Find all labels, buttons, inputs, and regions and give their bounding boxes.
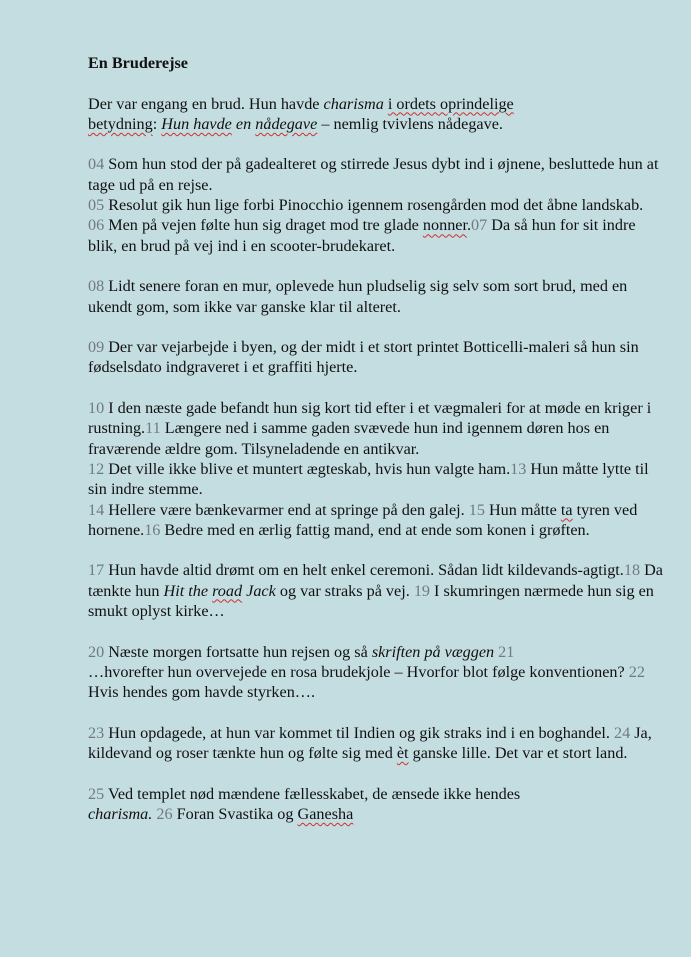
text: Hun opdagede, at hun var kommet til Indien og gik straks ind i en boghandel. xyxy=(104,723,614,742)
verse-number: 23 xyxy=(88,723,105,742)
text: I skumringen nærmede hun sig en smukt oplyst kirke… xyxy=(88,581,654,621)
verse-number: 13 xyxy=(510,459,527,478)
verse-number: 24 xyxy=(614,723,631,742)
paragraph-04 xyxy=(88,154,663,255)
verse-number: 15 xyxy=(468,500,485,519)
verse-number: 08 xyxy=(88,277,105,296)
verse-number: 21 xyxy=(498,642,515,661)
text: Som hun stod der på gadealteret og stirrede Jesus dybt ind i øjnene, besluttede hun at tage ud på en rejse. xyxy=(88,155,659,194)
text: Men på vejen følte hun sig draget mod tre glade xyxy=(104,216,423,235)
verse-number: 22 xyxy=(628,662,645,681)
verse-number: 10 xyxy=(88,399,105,418)
text: Der var vejarbejde i byen, og der midt i et stort printet Botticelli-maleri så hun sin fødselsdato indgraveret i et graffiti hjerte. xyxy=(88,338,639,377)
paragraph-17 xyxy=(88,560,663,621)
paragraph-10 xyxy=(88,398,663,540)
verse-number: 05 xyxy=(88,196,105,215)
spellcheck-word: i ordets oprindelige xyxy=(387,94,514,113)
italic-text: en xyxy=(231,114,256,133)
text: Hun måtte xyxy=(484,500,561,519)
text: Hun måtte lytte til sin indre stemme. xyxy=(88,459,649,499)
document-body xyxy=(88,53,663,824)
italic-text: Hit the xyxy=(163,581,213,600)
spellcheck-word: ta xyxy=(560,500,573,519)
italic-text: Jack xyxy=(242,581,276,600)
text: Ved templet nød mændene fællesskabet, de ænsede ikke hendes xyxy=(104,784,521,803)
verse-number: 17 xyxy=(88,561,105,580)
spellcheck-word: nonner xyxy=(422,216,467,235)
paragraph-09 xyxy=(88,337,663,378)
text: Næste morgen fortsatte hun rejsen og så xyxy=(104,642,372,661)
italic-text: charisma xyxy=(323,94,384,113)
verse-number: 19 xyxy=(413,581,430,600)
verse-number: 16 xyxy=(144,520,161,539)
intro-paragraph xyxy=(88,94,663,135)
paragraph-08 xyxy=(88,276,663,317)
text: …hvorefter hun overvejede en rosa brudekjole – Hvorfor blot følge konventionen? xyxy=(88,662,629,681)
verse-number: 09 xyxy=(88,338,105,357)
spellcheck-word: betydning xyxy=(88,114,153,133)
paragraph-25 xyxy=(88,784,663,825)
spellcheck-word: Ganesha xyxy=(297,804,354,823)
italic-text: charisma. xyxy=(88,804,153,823)
spellcheck-word: èt xyxy=(396,744,409,763)
italic-spellcheck-word: nådegave xyxy=(255,114,318,133)
verse-number: 06 xyxy=(88,216,105,235)
text: Resolut gik hun lige forbi Pinocchio igennem rosengården mod det åbne landskab. xyxy=(104,196,644,215)
text: . xyxy=(466,216,472,235)
verse-number: 26 xyxy=(156,804,173,823)
verse-number: 14 xyxy=(88,500,105,519)
text: og var straks på vej. xyxy=(275,581,414,600)
text: Ja, kildevand og roser tænkte hun og følte sig med xyxy=(88,723,652,763)
text: Hellere være bænkevarmer end at springe på den galej. xyxy=(104,500,469,519)
text: Da så hun for sit indre blik, en brud på vej ind i en scooter-brudekaret. xyxy=(88,216,636,255)
text: Hvis hendes gom havde styrken…. xyxy=(88,683,316,702)
verse-number: 04 xyxy=(88,155,105,174)
text: Hun havde altid drømt om en helt enkel ceremoni. Sådan lidt kildevands-agtigt. xyxy=(104,561,624,580)
verse-number: 25 xyxy=(88,784,105,803)
paragraph-23 xyxy=(88,723,663,764)
paragraph-20 xyxy=(88,642,663,703)
text: Der var engang en brud. Hun havde xyxy=(88,94,324,113)
text: – nemlig tvivlens nådegave. xyxy=(317,114,503,133)
text: ganske lille. Det var et stort land. xyxy=(408,744,628,763)
italic-spellcheck-word: Hun havde xyxy=(161,114,232,133)
text: Længere ned i samme gaden svævede hun ind igennem døren hos en fraværende ældre gom. Tilsyneladende en antikvar. xyxy=(88,419,610,458)
text: I den næste gade befandt hun sig kort tid efter i et vægmaleri for at møde en kriger i rustning. xyxy=(88,399,652,438)
verse-number: 07 xyxy=(471,216,488,235)
text: Foran Svastika og xyxy=(172,804,298,823)
text: tyren ved hornene. xyxy=(88,500,638,539)
verse-number: 20 xyxy=(88,642,105,661)
verse-number: 18 xyxy=(623,561,641,580)
text: Det ville ikke blive et muntert ægteskab, hvis hun valgte ham. xyxy=(104,459,511,478)
text: Da tænkte hun xyxy=(88,561,663,600)
italic-spellcheck-word: road xyxy=(212,581,243,600)
document-title: En Bruderejse xyxy=(88,54,188,72)
text: : xyxy=(152,114,162,133)
verse-number: 12 xyxy=(88,459,105,478)
text: Lidt senere foran en mur, oplevede hun pludselig sig selv som sort brud, med en ukendt gom, som ikke var ganske klar til alteret. xyxy=(88,277,628,316)
verse-number: 11 xyxy=(145,419,161,438)
italic-text: skriften på væggen xyxy=(371,642,495,661)
text: Bedre med en ærlig fattig mand, end at ende som konen i grøften. xyxy=(160,520,590,539)
